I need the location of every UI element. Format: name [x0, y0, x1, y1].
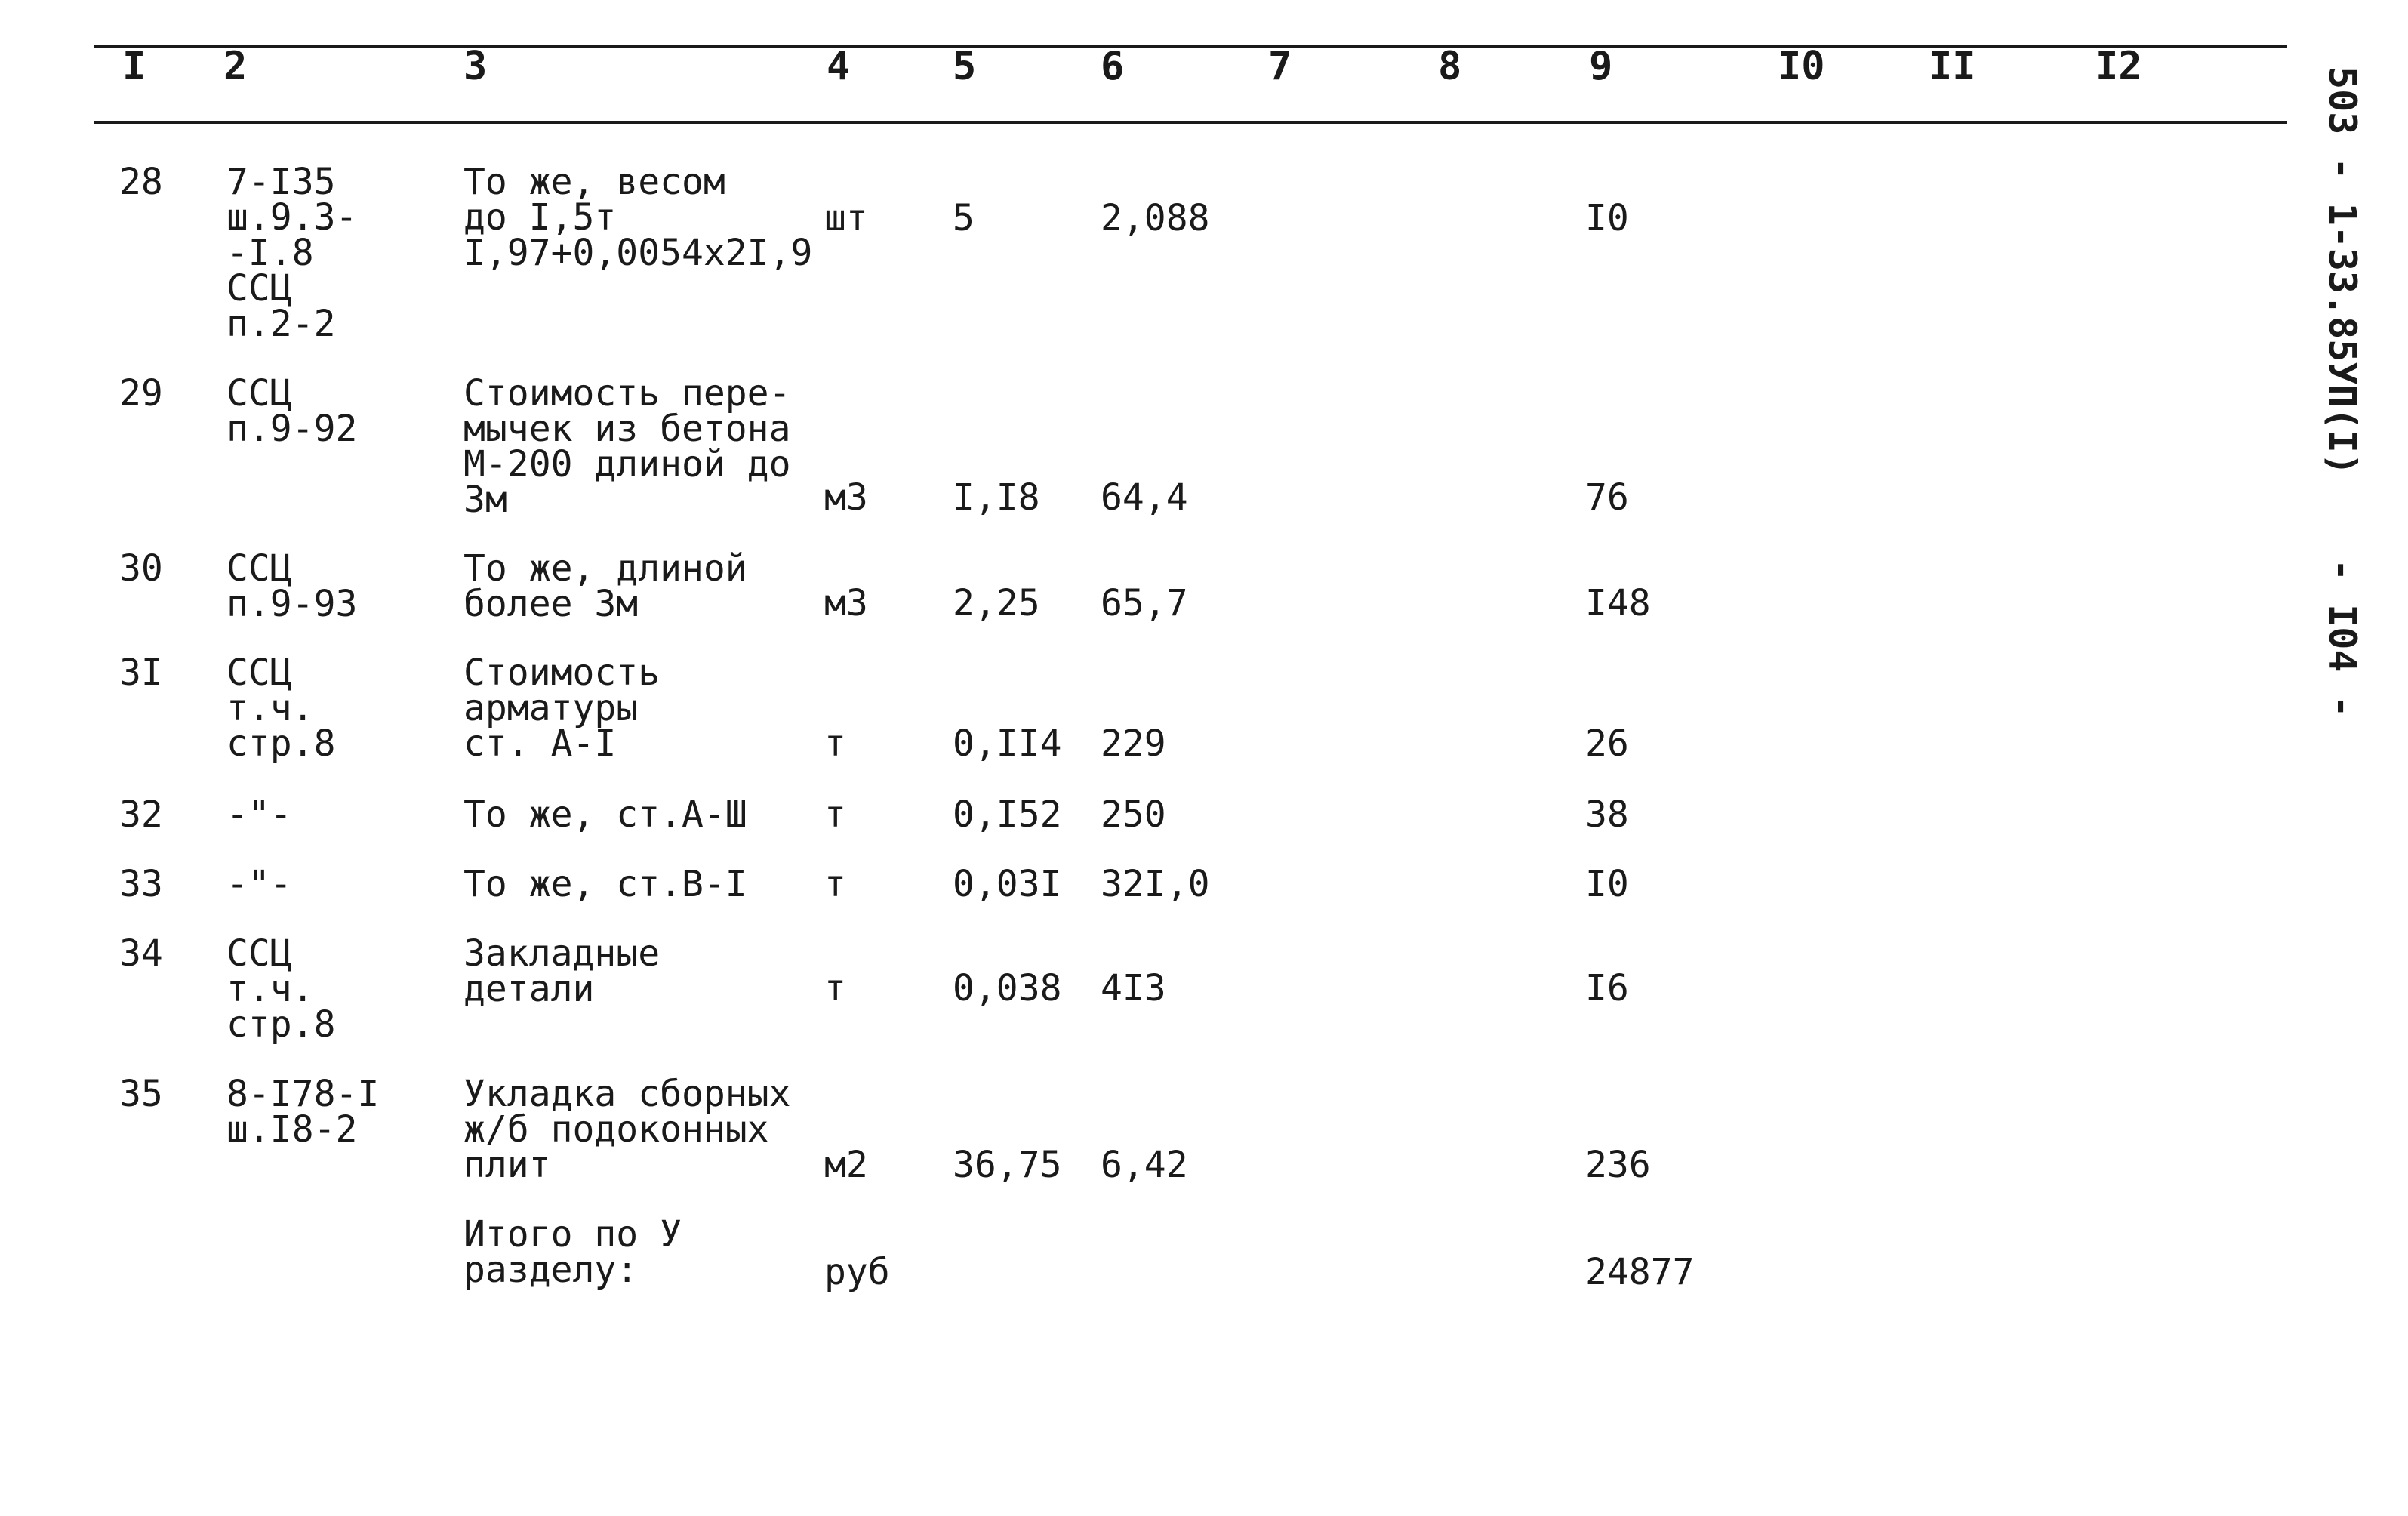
col-header-5: 5 [953, 44, 977, 89]
row-34-desc: Закладные детали [463, 932, 661, 1010]
row-35-unit: м2 [824, 1144, 868, 1186]
row-34-unit: т [824, 967, 846, 1009]
row-33-code: -"- [226, 863, 292, 905]
row-30-num: 30 [119, 547, 163, 590]
row-30-qty: 2,25 [953, 582, 1040, 624]
row-32-desc: То же, ст.А-Ш [463, 793, 747, 836]
row-32-price: 250 [1101, 793, 1166, 836]
row-30-code: ССЦ п.9-93 [226, 547, 358, 625]
row-35-num: 35 [119, 1073, 163, 1115]
row-28-qty: 5 [953, 197, 975, 239]
row-31-total: 26 [1585, 723, 1629, 765]
row-32-total: 38 [1585, 793, 1629, 836]
col-header-2: 2 [223, 44, 248, 89]
row-29-qty: I,I8 [953, 476, 1040, 519]
row-30-total: I48 [1585, 582, 1651, 624]
row-29-total: 76 [1585, 476, 1629, 519]
row-33-price: 32I,0 [1101, 863, 1210, 905]
row-32-code: -"- [226, 793, 292, 836]
row-30-desc: То же, длиной более 3м [463, 547, 747, 625]
row-35-price: 6,42 [1101, 1144, 1188, 1186]
row-31-code: ССЦ т.ч. стр.8 [226, 652, 336, 765]
row-29-num: 29 [119, 372, 163, 414]
col-header-3: 3 [463, 44, 488, 89]
col-header-8: 8 [1438, 44, 1462, 89]
row-31-price: 229 [1101, 723, 1166, 765]
doc-code: 503 - 1-33.85УП(I) [2320, 66, 2364, 476]
row-28-desc: То же, весом до I,5т I,97+0,0054x2I,9 [463, 161, 813, 274]
col-header-7: 7 [1268, 44, 1292, 89]
row-30-unit: м3 [824, 582, 868, 624]
row-34-qty: 0,038 [953, 967, 1062, 1009]
col-header-10: I0 [1778, 44, 1825, 89]
row-33-num: 33 [119, 863, 163, 905]
row-33-qty: 0,03I [953, 863, 1062, 905]
row-28-total: I0 [1585, 197, 1629, 239]
row-35-total: 236 [1585, 1144, 1651, 1186]
row-32-num: 32 [119, 793, 163, 836]
row-29-unit: м3 [824, 476, 868, 519]
row-33-total: I0 [1585, 863, 1629, 905]
row-35-qty: 36,75 [953, 1144, 1062, 1186]
row-33-desc: То же, ст.В-I [463, 863, 747, 905]
row-34-num: 34 [119, 932, 163, 975]
row-35-desc: Укладка сборных ж/б подоконных плит [463, 1073, 791, 1186]
summary-unit: руб [824, 1251, 890, 1293]
row-29-desc: Стоимость пере- мычек из бетона М-200 длиной до 3м [463, 372, 791, 521]
col-header-6: 6 [1101, 44, 1125, 89]
row-31-num: 3I [119, 652, 163, 694]
row-28-num: 28 [119, 161, 163, 203]
col-header-1: I [122, 44, 146, 89]
summary-total: 24877 [1585, 1251, 1695, 1293]
row-30-price: 65,7 [1101, 582, 1188, 624]
row-34-price: 4I3 [1101, 967, 1166, 1009]
header-bottom-rule [94, 121, 2287, 124]
row-29-code: ССЦ п.9-92 [226, 372, 358, 450]
col-header-9: 9 [1589, 44, 1613, 89]
row-31-qty: 0,II4 [953, 723, 1062, 765]
col-header-11: II [1929, 44, 1976, 89]
row-28-code: 7-I35 ш.9.3- -I.8 ССЦ п.2-2 [226, 161, 358, 345]
row-31-desc: Стоимость арматуры ст. А-I [463, 652, 661, 765]
row-33-unit: т [824, 863, 846, 905]
row-35-code: 8-I78-I ш.I8-2 [226, 1073, 380, 1151]
row-31-unit: т [824, 723, 846, 765]
row-34-code: ССЦ т.ч. стр.8 [226, 932, 336, 1046]
row-28-unit: шт [824, 197, 868, 239]
col-header-4: 4 [827, 44, 851, 89]
row-32-qty: 0,I52 [953, 793, 1062, 836]
summary-label: Итого по У разделу: [463, 1213, 682, 1291]
row-32-unit: т [824, 793, 846, 836]
row-34-total: I6 [1585, 967, 1629, 1009]
col-header-12: I2 [2095, 44, 2142, 89]
row-29-price: 64,4 [1101, 476, 1188, 519]
page-number: - I04 - [2320, 559, 2364, 718]
row-28-price: 2,088 [1101, 197, 1210, 239]
